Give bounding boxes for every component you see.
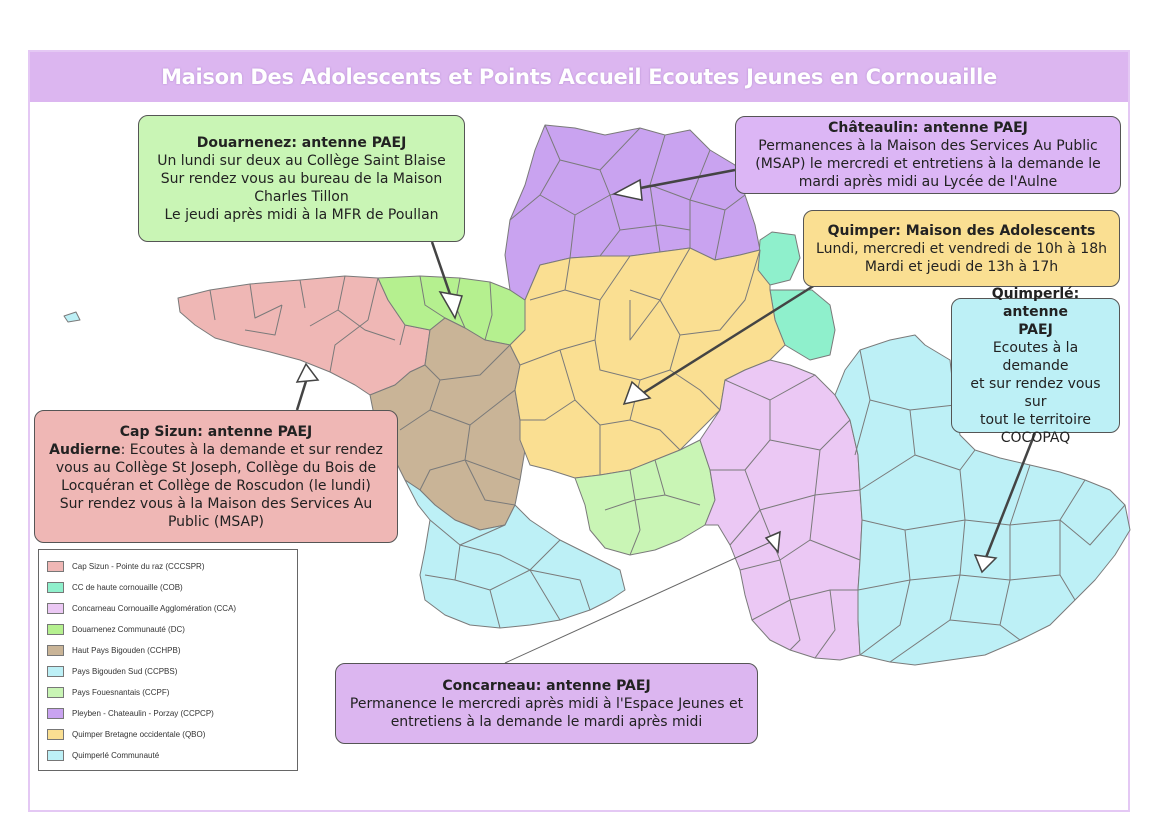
legend-label: Concarneau Cornouaille Agglomération (CCA)	[72, 604, 237, 613]
box-line: Sur rendez vous à la Maison des Services Au	[59, 495, 373, 512]
legend-item	[47, 598, 289, 619]
legend-label: CC de haute cornouaille (COB)	[72, 583, 183, 592]
box-line: entretiens à la demande le mardi après midi	[390, 713, 703, 730]
info-box-chateaulin	[735, 116, 1121, 194]
box-heading: PAEJ	[1018, 321, 1053, 338]
info-box-douarnenez	[138, 115, 465, 242]
box-line: (MSAP) le mercredi et entretiens à la demande le	[755, 156, 1101, 172]
region-cob[interactable]	[758, 232, 800, 285]
box-heading: Cap Sizun: antenne PAEJ	[119, 423, 313, 440]
legend-item	[47, 661, 289, 682]
box-line: Charles Tillon	[254, 188, 349, 205]
box-heading: Châteaulin: antenne PAEJ	[828, 120, 1028, 136]
legend-item	[47, 619, 289, 640]
box-heading: Quimperlé: antenne	[991, 285, 1080, 320]
legend-swatch	[47, 708, 64, 719]
legend-item	[47, 577, 289, 598]
box-line: Ecoutes à la demande	[992, 339, 1079, 374]
box-line: et sur rendez vous sur	[970, 375, 1101, 410]
info-box-capsizun	[34, 410, 398, 543]
box-line: Mardi et jeudi de 13h à 17h	[864, 258, 1059, 275]
legend-swatch	[47, 750, 64, 761]
legend-swatch	[47, 666, 64, 677]
box-line-rest: : Ecoutes à la demande et sur rendez	[120, 441, 383, 458]
island	[64, 312, 80, 322]
box-line: Locquéran et Collège de Roscudon (le lundi)	[61, 477, 371, 494]
box-line: Le jeudi après midi à la MFR de Poullan	[164, 206, 439, 223]
box-heading: Douarnenez: antenne PAEJ	[196, 134, 407, 151]
box-bold-prefix: Audierne	[49, 441, 121, 458]
legend-swatch	[47, 624, 64, 635]
box-line: vous au Collège St Joseph, Collège du Bois de	[55, 459, 377, 476]
legend-label: Quimper Bretagne occidentale (QBO)	[72, 730, 206, 739]
legend-label: Douarnenez Communauté (DC)	[72, 625, 185, 634]
legend-label: Cap Sizun - Pointe du raz (CCCSPR)	[72, 562, 205, 571]
legend-item	[47, 703, 289, 724]
box-heading: Concarneau: antenne PAEJ	[442, 677, 651, 694]
legend-label: Pays Bigouden Sud (CCPBS)	[72, 667, 178, 676]
box-line: Lundi, mercredi et vendredi de 10h à 18h	[816, 240, 1107, 257]
box-line: mardi après midi au Lycée de l'Aulne	[798, 174, 1058, 190]
page-title: Maison Des Adolescents et Points Accueil Ecoutes Jeunes en Cornouaille	[161, 65, 997, 89]
region-cca[interactable]	[700, 360, 862, 660]
legend-swatch	[47, 603, 64, 614]
info-box-quimper	[803, 210, 1120, 287]
box-line: Un lundi sur deux au Collège Saint Blaise	[157, 152, 446, 169]
legend-swatch	[47, 561, 64, 572]
legend-label: Pleyben - Chateaulin - Porzay (CCPCP)	[72, 709, 214, 718]
legend-swatch	[47, 687, 64, 698]
box-line	[43, 441, 389, 459]
legend-item	[47, 682, 289, 703]
map-legend	[38, 549, 298, 771]
legend-label: Haut Pays Bigouden (CCHPB)	[72, 646, 181, 655]
legend-item	[47, 745, 289, 766]
legend-swatch	[47, 582, 64, 593]
legend-item	[47, 556, 289, 577]
box-line: Permanence le mercredi après midi à l'Espace Jeunes et	[349, 695, 744, 712]
box-line: Permanences à la Maison des Services Au Public	[758, 138, 1098, 154]
box-line: Public (MSAP)	[167, 513, 265, 530]
info-box-quimperle	[951, 285, 1120, 446]
legend-swatch	[47, 645, 64, 656]
legend-label: Quimperlé Communauté	[72, 751, 160, 760]
info-box-concarneau	[335, 663, 758, 744]
legend-label: Pays Fouesnantais (CCPF)	[72, 688, 170, 697]
box-line: Sur rendez vous au bureau de la Maison	[160, 170, 443, 187]
legend-swatch	[47, 729, 64, 740]
box-line: COCOPAQ	[1000, 429, 1071, 446]
legend-item	[47, 640, 289, 661]
box-line: tout le territoire	[979, 411, 1092, 428]
box-heading: Quimper: Maison des Adolescents	[827, 222, 1096, 239]
legend-item	[47, 724, 289, 745]
